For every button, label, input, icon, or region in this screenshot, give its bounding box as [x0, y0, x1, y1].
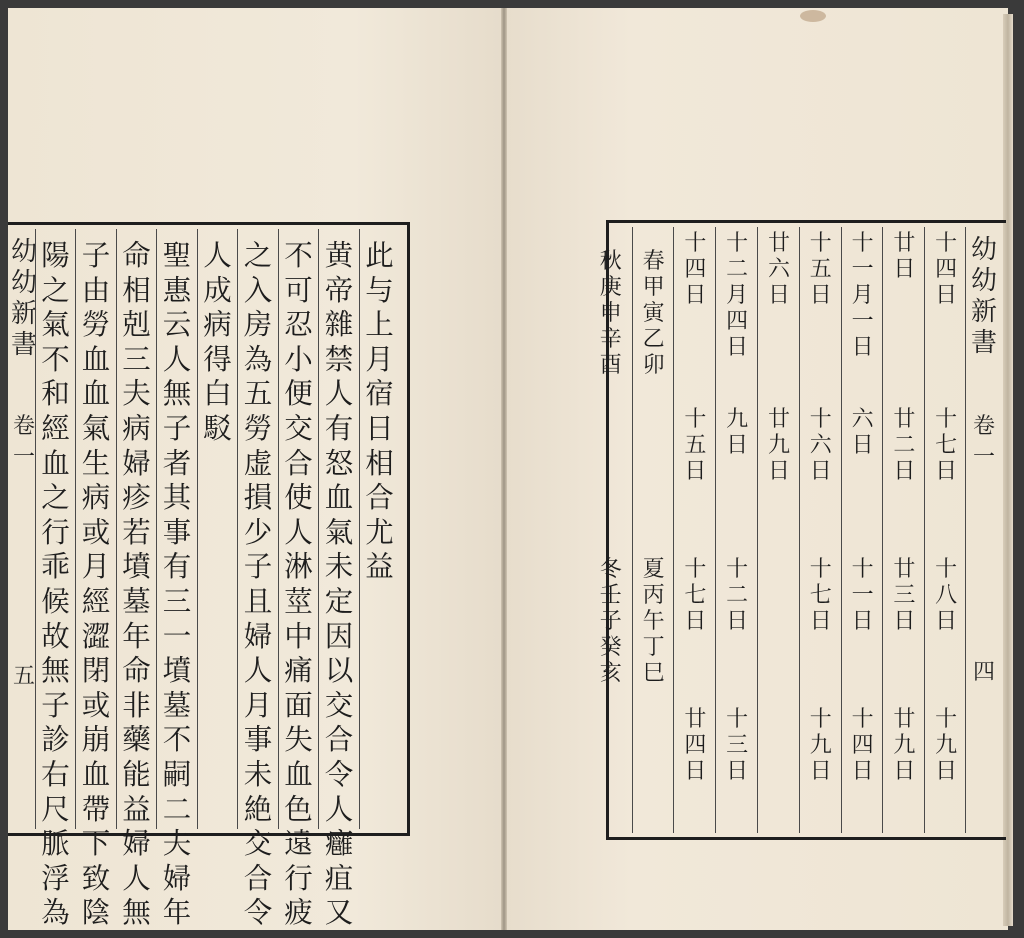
date-cell: 六日 [851, 407, 874, 458]
date-cell: 廿九日 [767, 407, 790, 484]
season-column [632, 227, 675, 833]
date-cell: 十四日 [684, 231, 707, 308]
date-cell: 十七日 [809, 557, 832, 634]
left-text-column [318, 229, 360, 930]
left-text-column [278, 229, 320, 930]
date-column [924, 227, 967, 833]
date-cell: 十二月四日 [726, 231, 749, 360]
date-cell: 十三日 [726, 707, 749, 784]
left-text-column [75, 229, 117, 930]
date-cell: 十七日 [684, 557, 707, 634]
date-cell: 十六日 [809, 407, 832, 484]
column-text: 聖惠云人無子者其事有三一墳墓不嗣二夫婦年 [162, 239, 192, 930]
date-column [715, 227, 758, 833]
date-column [882, 227, 925, 833]
left-text-column [197, 229, 239, 829]
paper-stain [800, 10, 826, 22]
season-cell: 冬壬子癸亥 [599, 557, 622, 686]
season-column [590, 227, 632, 833]
date-cell: 廿九日 [893, 707, 916, 784]
date-cell: 廿日 [893, 231, 916, 282]
column-text: 之入房為五勞虚損少子且婦人月事未絶交合令 [243, 239, 273, 930]
date-cell: 十九日 [809, 707, 832, 784]
date-column [799, 227, 842, 833]
date-cell: 十五日 [684, 407, 707, 484]
season-cell: 秋庚申辛酉 [599, 249, 622, 378]
date-column [841, 227, 884, 833]
left-text-column [116, 229, 158, 930]
column-text: 命相剋三夫病婦疹若墳墓年命非藥能益婦人無 [122, 239, 151, 930]
right-margin-column [965, 227, 1006, 833]
left-margin-title: 幼幼新書 [10, 237, 37, 360]
date-cell: 廿二日 [893, 407, 916, 484]
left-text-column [156, 229, 198, 930]
season-cell: 春甲寅乙卯 [642, 249, 665, 378]
date-cell: 十一月一日 [851, 231, 874, 360]
date-column [673, 227, 716, 833]
column-text: 不可忍小便交合使人淋莖中痛面失血色遠行疲 [284, 239, 313, 930]
right-margin-title: 幼幼新書 [970, 235, 997, 358]
right-margin-folio: 四 [972, 660, 995, 685]
date-cell: 十二日 [726, 557, 749, 634]
date-cell: 十七日 [935, 407, 958, 484]
column-text: 人成病得白駁 [203, 239, 232, 445]
season-cell: 夏丙午丁巳 [642, 557, 665, 686]
right-text-frame [599, 220, 1006, 840]
date-cell: 十四日 [851, 707, 874, 784]
left-text-frame [8, 222, 410, 930]
date-cell: 十四日 [935, 231, 958, 308]
right-margin-volume: 卷一 [972, 414, 995, 470]
left-margin-folio: 五 [12, 664, 35, 689]
date-cell: 九日 [726, 407, 749, 458]
date-cell: 十九日 [935, 707, 958, 784]
date-cell: 十五日 [809, 231, 832, 308]
column-text: 此与上月宿日相合尤益 [365, 239, 394, 584]
date-cell: 十八日 [935, 557, 958, 634]
left-margin-volume: 卷一 [12, 414, 35, 470]
column-text: 陽之氣不和經血之行乖候故無子診右尺脈浮為 [41, 239, 70, 930]
column-text: 黄帝雜禁人有怒血氣未定因以交合令人癰疽又 [324, 239, 354, 930]
date-column [757, 227, 800, 833]
date-cell: 廿四日 [684, 707, 707, 784]
date-cell: 廿六日 [767, 231, 790, 308]
book-gutter [501, 8, 507, 930]
left-text-column [237, 229, 279, 930]
left-text-column [35, 229, 77, 930]
left-text-column [359, 229, 401, 829]
column-text: 子由勞血血氣生病或月經澀閉或崩血帶下致陰 [81, 239, 111, 930]
date-cell: 十一日 [851, 557, 874, 634]
date-cell: 廿三日 [893, 557, 916, 634]
